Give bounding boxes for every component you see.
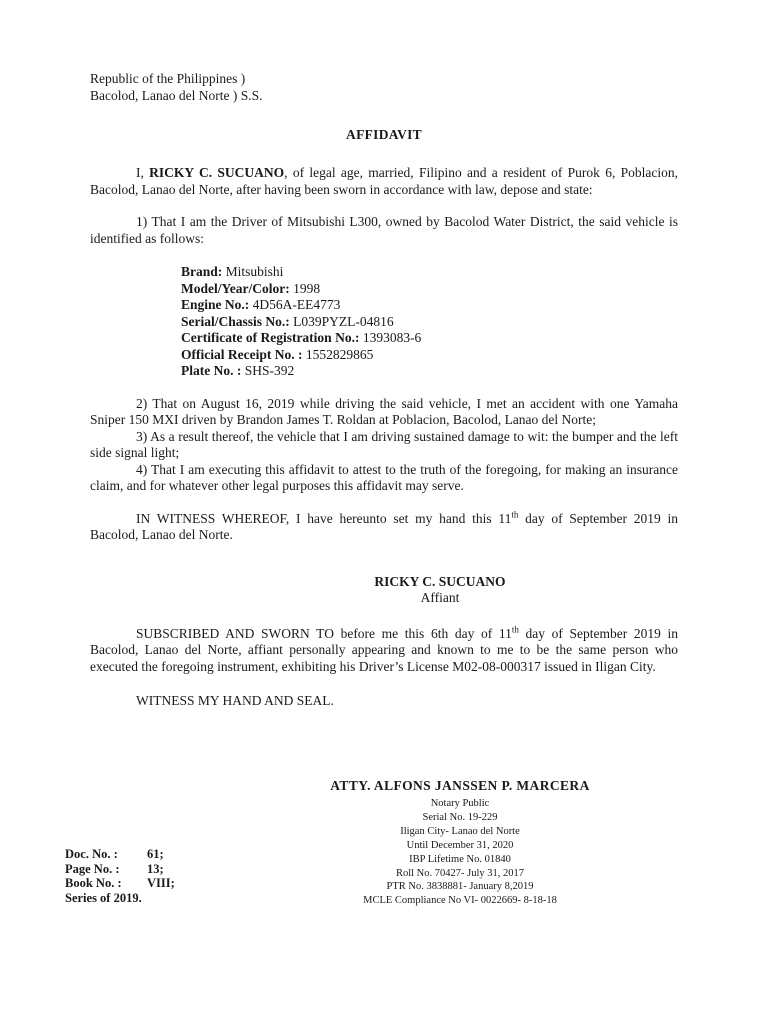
doc-no-label: Doc. No. : — [65, 847, 118, 861]
series-row: Series of 2019. — [65, 890, 142, 905]
spec-value: 1393083-6 — [359, 330, 422, 345]
witness-post: day of September 2019 in Bacolod, Lanao del Norte. — [90, 510, 678, 542]
vehicle-specs — [181, 264, 678, 380]
witness-pre: IN WITNESS WHEREOF, I have hereunto set my hand this 11 — [136, 510, 512, 526]
spec-value: SHS-392 — [241, 363, 295, 378]
spec-label: Official Receipt No. : — [181, 346, 303, 362]
paragraph-4: 4) That I am executing this affidavit to attest to the truth of the foregoing, for making an insurance claim, and for whatever other legal purposes this affidavit may serve. — [90, 461, 678, 493]
affiant-name: RICKY C. SUCUANO — [374, 573, 506, 589]
jurat-pre: SUBSCRIBED AND SWORN TO before me this 6th day of 11 — [136, 625, 512, 641]
page-no-label: Page No. : — [65, 861, 120, 876]
book-no-label: Book No. : — [65, 876, 122, 890]
notary-line-ptr: PTR No. 3838881- January 8,2019 — [386, 881, 534, 893]
spec-cr-no — [181, 330, 678, 347]
spec-or-no — [181, 347, 678, 364]
affiant-signature-block — [290, 574, 590, 606]
spec-label: Serial/Chassis No.: — [181, 313, 290, 329]
venue-line-1: Republic of the Philippines ) — [90, 71, 246, 86]
spec-value: Mitsubishi — [222, 264, 284, 279]
spec-label: Model/Year/Color: — [181, 280, 290, 296]
paragraph-3: 3) As a result thereof, the vehicle that I am driving sustained damage to wit: the bumper and the left side signal light; — [90, 428, 678, 460]
witness-sup: th — [511, 509, 519, 519]
affiant-role: Affiant — [420, 589, 460, 605]
witness-hand-seal: WITNESS MY HAND AND SEAL. — [136, 693, 334, 708]
spec-plate-no — [181, 363, 678, 380]
affiant-name-inline: RICKY C. SUCUANO — [149, 165, 285, 180]
doc-no-row — [65, 847, 175, 862]
notary-line-roll: Roll No. 70427- July 31, 2017 — [395, 867, 525, 879]
spec-label: Plate No. : — [181, 363, 242, 378]
intro-pre: I, — [136, 165, 150, 180]
intro-paragraph — [90, 165, 678, 198]
jurat-sup: th — [511, 624, 519, 634]
paragraph-2: 2) That on August 16, 2019 while driving the said vehicle, I met an accident with one Yamaha Sniper 150 MXI driven by Brandon James T. Roldan at Poblacion, Bacolod, Lanao del Norte; — [90, 395, 678, 427]
notary-name: ATTY. ALFONS JANSSEN P. MARCERA — [330, 778, 590, 793]
spec-value: 1552829865 — [302, 346, 374, 362]
notary-line-ibp: IBP Lifetime No. 01840 — [409, 853, 511, 865]
notary-line-serial: Serial No. 19-229 — [422, 811, 498, 823]
spec-label: Certificate of Registration No.: — [181, 330, 360, 345]
page-no-row — [65, 862, 175, 877]
spec-value: 1998 — [289, 280, 321, 296]
spec-value: 4D56A-EE4773 — [249, 297, 341, 312]
spec-engine-no — [181, 297, 678, 314]
spec-value: L039PYZL-04816 — [289, 313, 394, 329]
spec-model-year-color — [181, 281, 678, 298]
doc-no-value: 61; — [147, 847, 164, 861]
notary-line-mcle: MCLE Compliance No VI- 0022669- 8-18-18 — [363, 895, 557, 907]
notary-line-location: Iligan City- Lanao del Norte — [400, 825, 520, 837]
notary-line-commission: Until December 31, 2020 — [406, 839, 514, 851]
venue-block — [90, 70, 678, 104]
book-no-row — [65, 876, 175, 891]
paragraph-1: 1) That I am the Driver of Mitsubishi L300, owned by Bacolod Water District, the said vehicle is identified as follows: — [90, 214, 678, 246]
witness-paragraph — [90, 511, 678, 544]
notary-line-title: Notary Public — [430, 798, 490, 809]
spec-serial-chassis-no — [181, 314, 678, 331]
book-no-value: VIII; — [147, 876, 175, 890]
spec-label: Engine No.: — [181, 297, 250, 312]
document-title: AFFIDAVIT — [346, 127, 422, 142]
jurat-post: day of September 2019 in Bacolod, Lanao del Norte, affiant personally appearing and known to me to be the same person who executed the foregoing instrument, exhibiting his Driver’s License M02-08-000317 issued in Iligan City. — [90, 625, 678, 674]
intro-post: , of legal age, married, Filipino and a resident of Purok 6, Poblacion, Bacolod, Lanao del Norte, after having been sworn in accordance with law, depose and state: — [90, 165, 678, 197]
spec-label: Brand: — [181, 264, 223, 279]
affidavit-document — [90, 70, 678, 710]
notary-block — [270, 778, 650, 908]
jurat-paragraph — [90, 626, 678, 676]
venue-line-2: Bacolod, Lanao del Norte ) S.S. — [90, 88, 263, 103]
notarial-register-info — [65, 847, 175, 905]
page-no-value: 13; — [147, 861, 164, 876]
spec-brand — [181, 264, 678, 281]
